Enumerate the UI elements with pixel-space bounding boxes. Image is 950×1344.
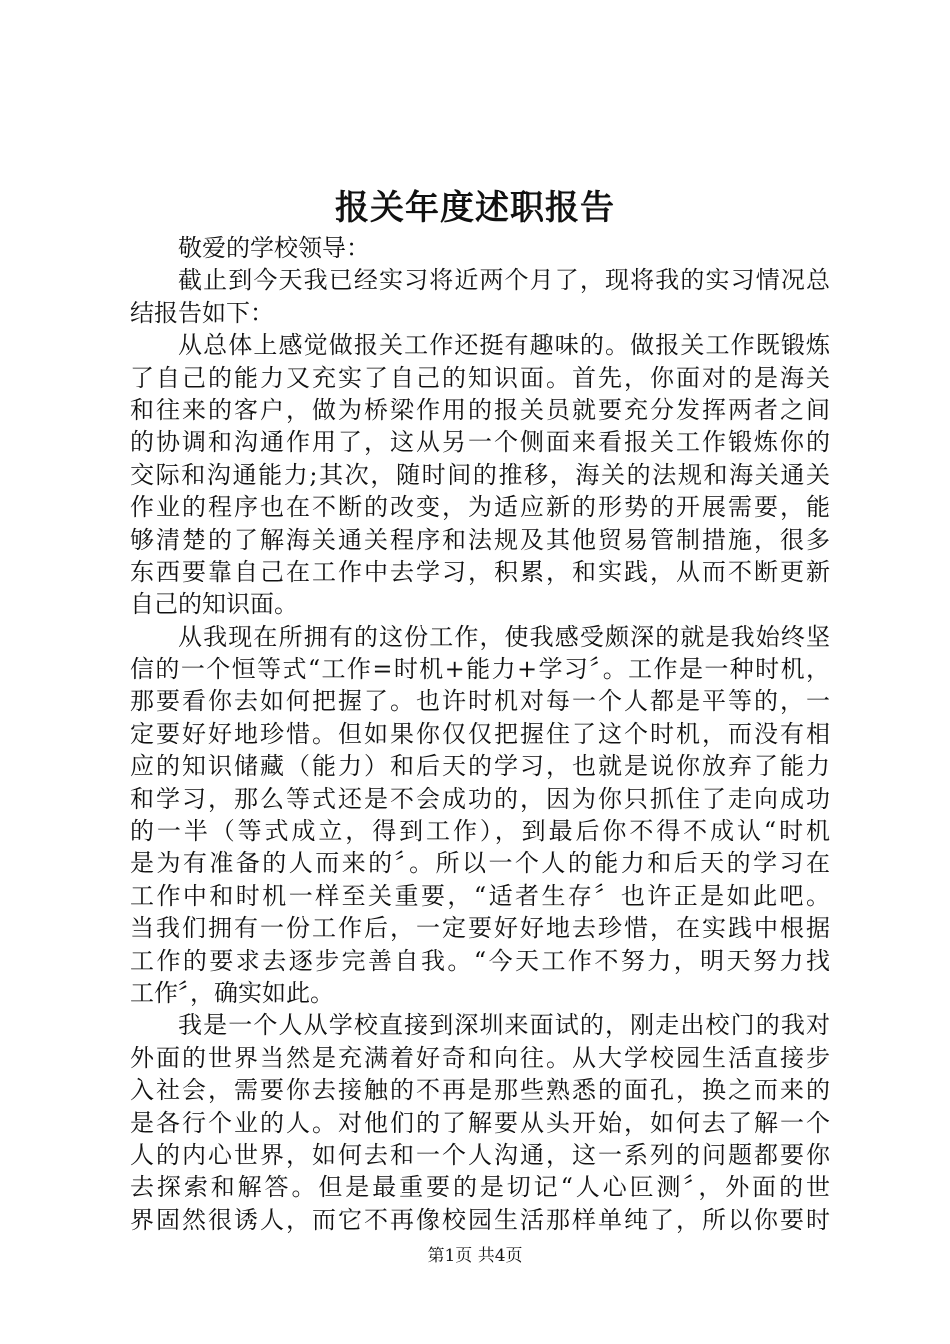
body-line: 入社会，需要你去接触的不再是那些熟悉的面孔，换之而来的 — [130, 1076, 830, 1105]
body-line: 外面的世界当然是充满着好奇和向往。从大学校园生活直接步 — [130, 1043, 830, 1072]
document-body — [130, 232, 830, 1236]
body-line: 界固然很诱人，而它不再像校园生活那样单纯了，所以你要时 — [130, 1205, 830, 1234]
page-footer: 第1页 共4页 — [427, 1246, 523, 1266]
body-line: 结报告如下： — [130, 298, 274, 327]
body-line: 了自己的能力又充实了自己的知识面。首先，你面对的是海关 — [130, 363, 830, 392]
body-line: 的一半（等式成立，得到工作），到最后你不得不成认“时机 — [130, 817, 830, 846]
body-line: 当我们拥有一份工作后，一定要好好地去珍惜，在实践中根据 — [130, 914, 830, 943]
body-line: 和往来的客户，做为桥梁作用的报关员就要充分发挥两者之间 — [130, 395, 830, 424]
body-line: 去探索和解答。但是最重要的是切记“人心叵测〞，外面的世 — [130, 1173, 830, 1202]
body-line: 工作〞，确实如此。 — [130, 978, 334, 1007]
body-line: 我是一个人从学校直接到深圳来面试的，刚走出校门的我对 — [178, 1011, 830, 1040]
body-line: 够清楚的了解海关通关程序和法规及其他贸易管制措施，很多 — [130, 525, 830, 554]
body-line: 交际和沟通能力;其次，随时间的推移，海关的法规和海关通关 — [130, 460, 830, 489]
body-line: 工作的要求去逐步完善自我。“今天工作不努力，明天努力找 — [130, 946, 830, 975]
body-line: 作业的程序也在不断的改变，为适应新的形势的开展需要，能 — [130, 493, 830, 522]
body-line: 东西要靠自己在工作中去学习，积累，和实践，从而不断更新 — [130, 557, 830, 586]
body-line: 从总体上感觉做报关工作还挺有趣味的。做报关工作既锻炼 — [178, 331, 830, 360]
salutation-line: 敬爱的学校领导： — [178, 234, 370, 262]
body-line: 工作中和时机一样至关重要，“适者生存〞也许正是如此吧。 — [130, 881, 830, 910]
body-line: 人的内心世界，如何去和一个人沟通，这一系列的问题都要你 — [130, 1140, 830, 1169]
body-line: 的协调和沟通作用了，这从另一个侧面来看报关工作锻炼你的 — [130, 428, 830, 457]
body-line: 那要看你去如何把握了。也许时机对每一个人都是平等的，一 — [130, 687, 830, 716]
document-title: 报关年度述职报告 — [335, 188, 615, 228]
body-line: 自己的知识面。 — [130, 590, 298, 619]
body-line: 是为有准备的人而来的〞。所以一个人的能力和后天的学习在 — [130, 849, 830, 878]
body-line: 从我现在所拥有的这份工作，使我感受颇深的就是我始终坚 — [178, 622, 830, 651]
body-line: 定要好好地珍惜。但如果你仅仅把握住了这个时机，而没有相 — [130, 719, 830, 748]
body-line: 信的一个恒等式“工作=时机+能力+学习〞。工作是一种时机， — [130, 655, 830, 684]
body-line: 截止到今天我已经实习将近两个月了，现将我的实习情况总 — [178, 266, 830, 295]
body-line: 是各行个业的人。对他们的了解要从头开始，如何去了解一个 — [130, 1108, 830, 1137]
body-line: 和学习，那么等式还是不会成功的，因为你只抓住了走向成功 — [130, 784, 830, 813]
body-line: 应的知识储藏（能力）和后天的学习，也就是说你放弃了能力 — [130, 752, 830, 781]
